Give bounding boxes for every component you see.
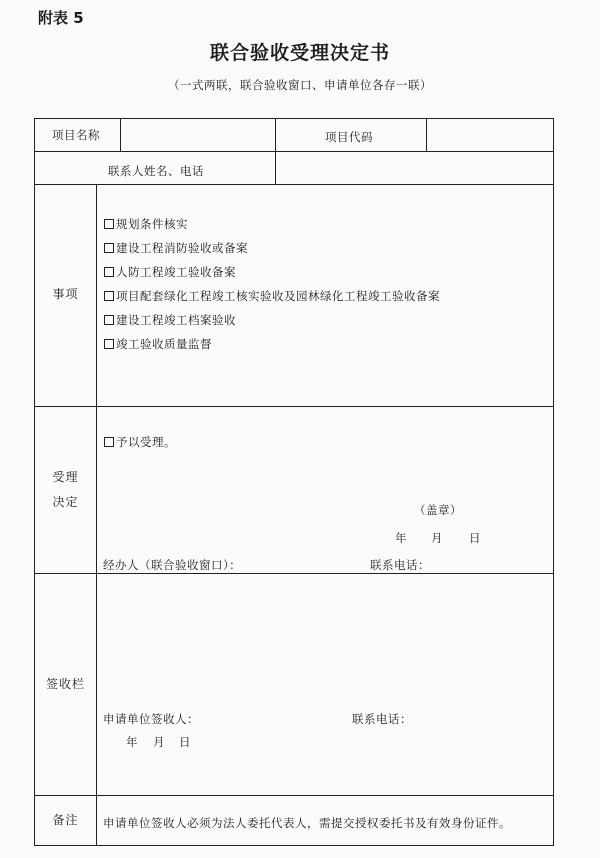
matter-item[interactable]: 人防工程竣工验收备案 [104,265,236,279]
matter-item[interactable]: 规划条件核实 [104,217,188,231]
table-divider [34,184,553,185]
table-divider [275,118,276,151]
table-border-right [553,118,554,846]
table-divider [96,184,97,845]
contact-label: 联系人姓名、电话 [108,164,204,178]
decision-label: 受理 决定 [52,470,79,509]
receipt-date-day: 日 [179,735,191,749]
matters-label: 事项 [52,287,79,301]
project-code-field[interactable] [427,119,552,151]
handler-label: 经办人（联合验收窗口）： [103,558,242,572]
contact-field[interactable] [276,152,552,184]
receipt-phone-label: 联系电话： [352,712,412,726]
document-subtitle: （一式两联，联合验收窗口、申请单位各存一联） [168,78,432,92]
decision-date-month: 月 [431,531,443,545]
matter-item[interactable]: 建设工程消防验收或备案 [104,241,248,255]
attachment-label: 附表 5 [38,9,84,27]
receipt-date-year: 年 [126,735,138,749]
project-name-field[interactable] [121,119,274,151]
checkbox-icon[interactable] [104,219,114,229]
receipt-date-month: 月 [153,735,165,749]
receipt-label: 签收栏 [45,677,85,691]
checkbox-icon[interactable] [104,437,114,447]
remarks-text: 申请单位签收人必须为法人委托代表人，需提交授权委托书及有效身份证件。 [103,816,511,830]
checkbox-icon[interactable] [104,315,114,325]
table-border-bottom [34,845,553,846]
matter-item[interactable]: 竣工验收质量监督 [104,337,212,351]
decision-date-day: 日 [469,531,481,545]
table-divider [34,795,553,796]
decision-phone-label: 联系电话： [370,558,430,572]
project-code-label: 项目代码 [325,130,373,144]
signer-label: 申请单位签收人： [103,712,199,726]
matter-item[interactable]: 建设工程竣工档案验收 [104,313,236,327]
matter-item[interactable]: 项目配套绿化工程竣工核实验收及园林绿化工程竣工验收备案 [104,289,440,303]
table-divider [34,406,553,407]
table-divider [34,573,553,574]
checkbox-icon[interactable] [104,243,114,253]
document-title: 联合验收受理决定书 [209,42,390,64]
checkbox-icon[interactable] [104,267,114,277]
checkbox-icon[interactable] [104,291,114,301]
project-name-label: 项目名称 [52,128,100,142]
decision-date-year: 年 [395,531,407,545]
seal-placeholder: （盖章） [414,503,462,517]
checkbox-icon[interactable] [104,339,114,349]
remarks-label: 备注 [52,813,79,827]
accept-option[interactable]: 予以受理。 [104,434,176,450]
